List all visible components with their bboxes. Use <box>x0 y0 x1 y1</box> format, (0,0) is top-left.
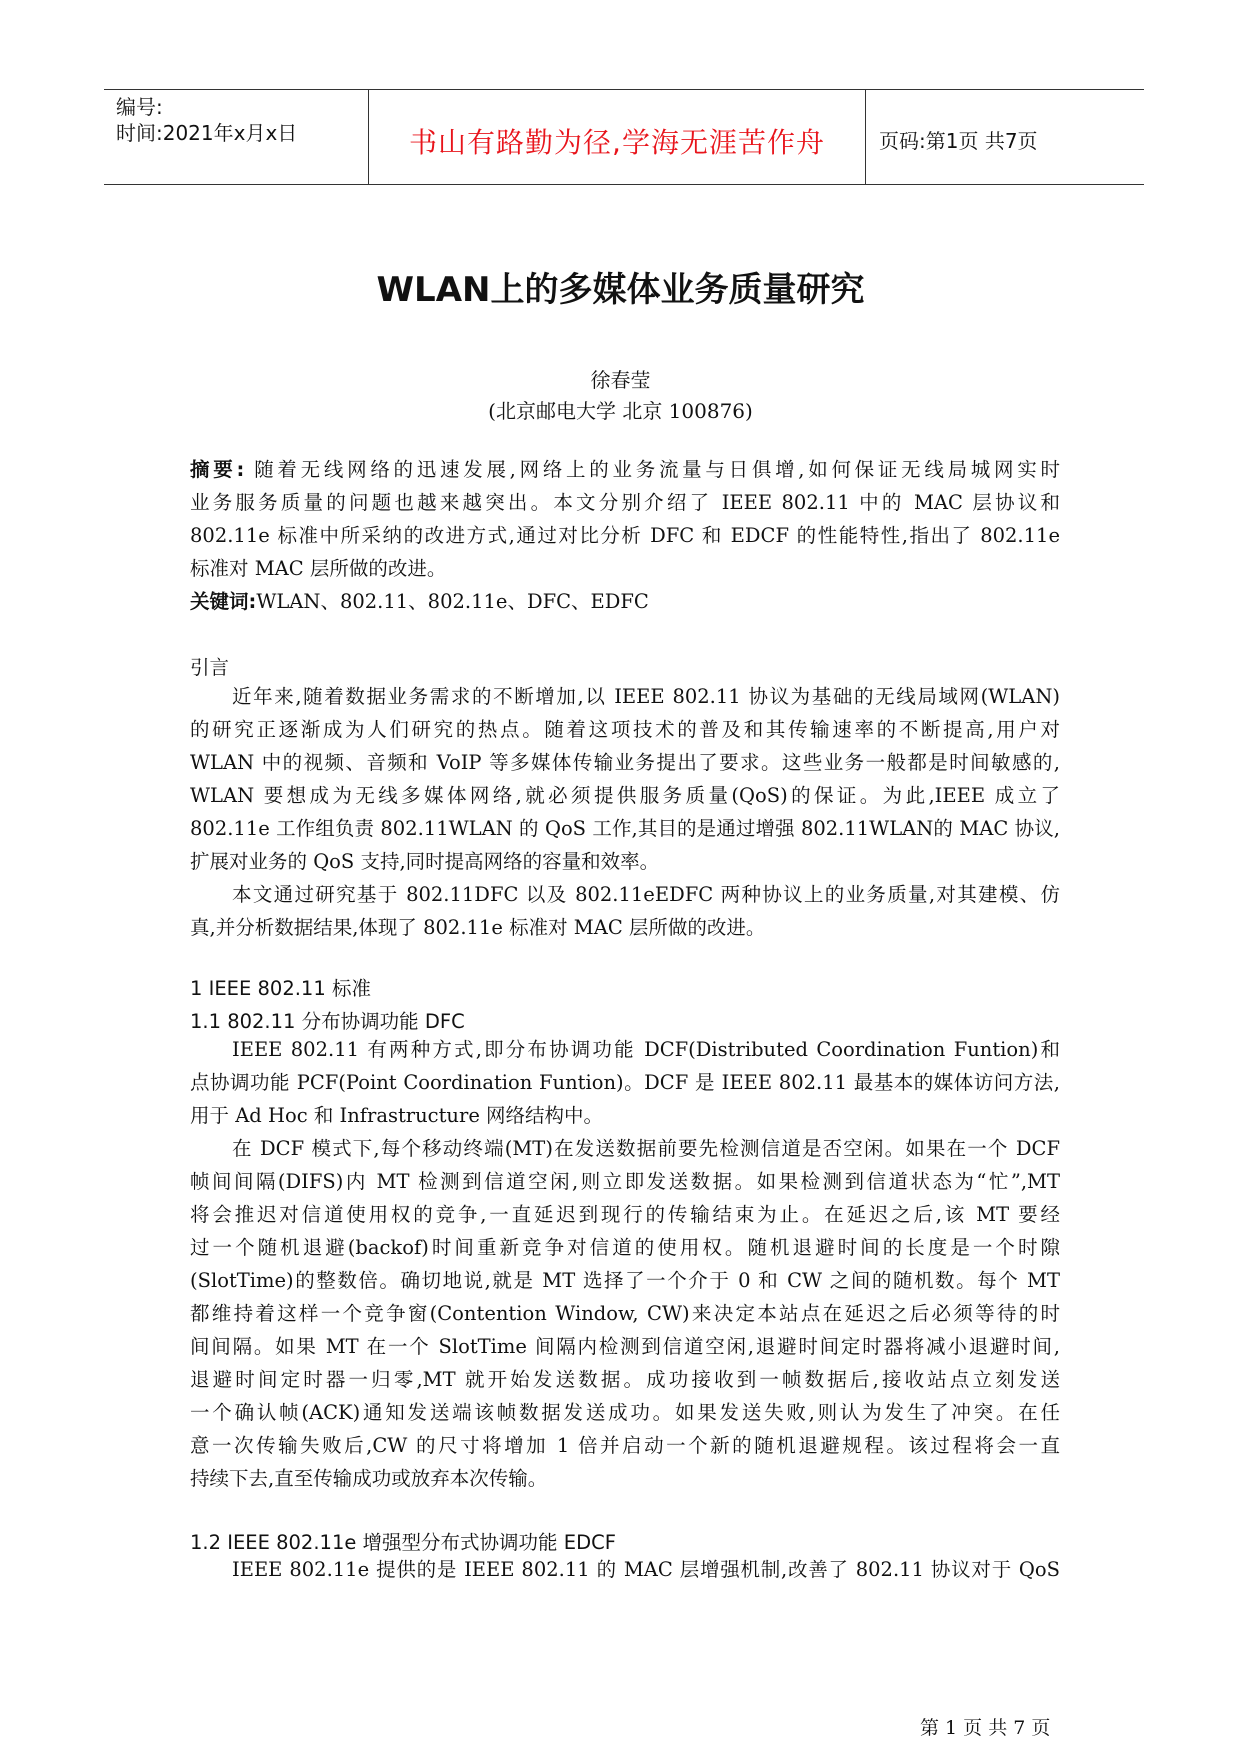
s12-p1-line: IEEE 802.11e 提供的是 IEEE 802.11 的 MAC 层增强机制,改善了 802.11 协议对于 QoS <box>232 1558 1060 1581</box>
abstract-text-1: 随着无线网络的迅速发展,网络上的业务流量与日俱增,如何保证无线局城网实时 <box>254 458 1060 481</box>
s11-p2-line: 一个确认帧(ACK)通知发送端该帧数据发送成功。如果发送失败,则认为发生了冲突。在任 <box>190 1401 1060 1424</box>
intro-p1-line: 802.11e 工作组负责 802.11WLAN 的 QoS 工作,其目的是通过增强 802.11WLAN的 MAC 协议, <box>190 817 1060 840</box>
header-motto: 书山有路勤为径,学海无涯苦作舟 <box>409 126 825 159</box>
s11-p2-line: 意一次传输失败后,CW 的尺寸将增加 1 倍并启动一个新的随机退避规程。该过程将会一直 <box>190 1434 1060 1457</box>
s11-p2-line: 将会推迟对信道使用权的竞争,一直延迟到现行的传输结束为止。在延迟之后,该 MT 要经 <box>190 1203 1060 1226</box>
keywords-label: 关键词: <box>190 590 257 613</box>
header-motto-cell <box>369 90 866 184</box>
s11-p1-line: 用于 Ad Hoc 和 Infrastructure 网络结构中。 <box>190 1104 604 1127</box>
intro-paragraph-1 <box>190 680 1060 944</box>
s11-p2-line: 持续下去,直至传输成功或放弃本次传输。 <box>190 1467 548 1490</box>
intro-p2-line: 本文通过研究基于 802.11DFC 以及 802.11eEDFC 两种协议上的业务质量,对其建模、仿 <box>232 883 1060 906</box>
abstract-line-4: 标准对 MAC 层所做的改进。 <box>190 557 447 580</box>
intro-p2-line: 真,并分析数据结果,体现了 802.11e 标准对 MAC 层所做的改进。 <box>190 916 766 939</box>
s11-p2-line: (SlotTime)的整数倍。确切地说,就是 MT 选择了一个介于 0 和 CW 之间的随机数。每个 MT <box>190 1269 1060 1292</box>
abstract-line-3: 802.11e 标准中所采纳的改进方式,通过对比分析 DFC 和 EDCF 的性能特性,指出了 802.11e <box>190 524 1060 547</box>
header-page-number: 页码:第1页 共7页 <box>879 129 1038 153</box>
s11-p2-line: 都维持着这样一个竞争窗(Contention Window, CW)来决定本站点在延迟之后必须等待的时 <box>190 1302 1060 1325</box>
header-right-cell <box>866 90 1144 184</box>
section1-2-heading: 1.2 IEEE 802.11e 增强型分布式协调功能 EDCF <box>190 1531 616 1554</box>
page-header <box>104 89 1144 185</box>
document-number-label: 编号: <box>116 95 163 119</box>
page-footer: 第 1 页 共 7 页 <box>920 1717 1051 1739</box>
document-title: WLAN上的多媒体业务质量研究 <box>376 270 865 310</box>
s11-p2-line: 过一个随机退避(backof)时间重新竞争对信道的使用权。随机退避时间的长度是一个时隙 <box>190 1236 1060 1259</box>
intro-p1-line: 扩展对业务的 QoS 支持,同时提高网络的容量和效率。 <box>190 850 660 873</box>
s11-p1-line: 点协调功能 PCF(Point Coordination Funtion)。DCF 是 IEEE 802.11 最基本的媒体访问方法, <box>190 1071 1060 1094</box>
intro-heading: 引言 <box>190 656 230 679</box>
s11-p2-line: 帧间间隔(DIFS)内 MT 检测到信道空闲,则立即发送数据。如果检测到信道状态为“忙”,MT <box>190 1170 1060 1193</box>
abstract-label: 摘要: <box>190 458 245 481</box>
abstract-line-1 <box>190 453 1060 486</box>
section1-1-heading: 1.1 802.11 分布协调功能 DFC <box>190 1010 465 1033</box>
abstract-paragraph <box>190 453 1060 618</box>
intro-p1-line: 近年来,随着数据业务需求的不断增加,以 IEEE 802.11 协议为基础的无线局域网(WLAN) <box>232 685 1060 708</box>
s11-p2-line: 间间隔。如果 MT 在一个 SlotTime 间隔内检测到信道空闲,退避时间定时器将减小退避时间, <box>190 1335 1061 1358</box>
keywords-line <box>190 585 1060 618</box>
section1-2-body <box>190 1553 1060 1586</box>
abstract-line-2: 业务服务质量的问题也越来越突出。本文分别介绍了 IEEE 802.11 中的 MAC 层协议和 <box>190 491 1060 514</box>
section1-heading: 1 IEEE 802.11 标准 <box>190 977 371 1000</box>
section1-1-body <box>190 1033 1060 1495</box>
intro-p1-line: WLAN 中的视频、音频和 VoIP 等多媒体传输业务提出了要求。这些业务一般都是时间敏感的, <box>190 751 1060 774</box>
s11-p1-line: IEEE 802.11 有两种方式,即分布协调功能 DCF(Distributed Coordination Funtion)和 <box>232 1038 1060 1061</box>
intro-p1-line: 的研究正逐渐成为人们研究的热点。随着这项技术的普及和其传输速率的不断提高,用户对 <box>190 718 1060 741</box>
header-left-cell <box>104 90 369 184</box>
s11-p2-line: 在 DCF 模式下,每个移动终端(MT)在发送数据前要先检测信道是否空闲。如果在一个 DCF <box>232 1137 1060 1160</box>
author-name: 徐春莹 <box>590 368 651 392</box>
author-affiliation: (北京邮电大学 北京 100876) <box>488 399 753 423</box>
s11-p2-line: 退避时间定时器一归零,MT 就开始发送数据。成功接收到一帧数据后,接收站点立刻发送 <box>190 1368 1060 1391</box>
keywords-text: WLAN、802.11、802.11e、DFC、EDFC <box>256 590 649 613</box>
document-time-label: 时间:2021年x月x日 <box>116 121 298 145</box>
intro-p1-line: WLAN 要想成为无线多媒体网络,就必须提供服务质量(QoS)的保证。为此,IEEE 成立了 <box>190 784 1060 807</box>
